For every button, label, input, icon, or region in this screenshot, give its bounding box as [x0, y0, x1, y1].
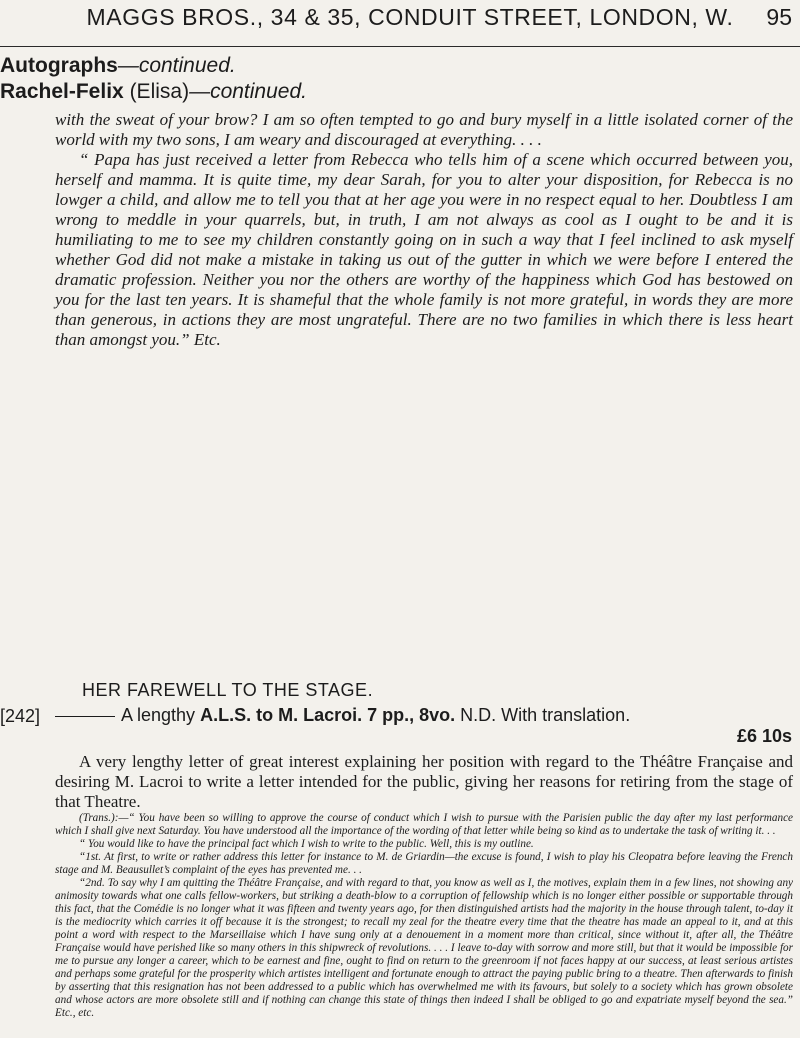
translation-paragraph: “ You would like to have the principal fact which I wish to write to the public. Well, this is my outline.: [79, 838, 534, 850]
lot-description-bold: A.L.S. to M. Lacroi. 7 pp., 8vo.: [200, 705, 456, 725]
translation-text: [55, 812, 793, 1020]
lot-price: £6 10s: [736, 726, 792, 746]
prior-letter-text: [55, 110, 793, 350]
lot-description-rest: N.D. With translation.: [460, 705, 631, 725]
translation-paragraph: (Trans.):—“ You have been so willing to approve the course of conduct which I wish to pursue with the Parisien public the day after my last performance which I shall give next Saturday. You have understood all the importance of the wording of that letter while being so kind as to undertake the task of writing it. . .: [55, 812, 793, 837]
section-title: Autographs: [0, 54, 118, 77]
prior-letter-paragraph: with the sweat of your brow? I am so often tempted to go and bury myself in a little isolated corner of the world with my two sons, I am weary and discouraged at everything. . . .: [55, 110, 793, 149]
publisher-header: MAGGS BROS., 34 & 35, CONDUIT STREET, LONDON, W.: [86, 4, 734, 30]
section-continued: —continued.: [117, 54, 236, 77]
prior-letter-paragraph: “ Papa has just received a letter from Rebecca who tells him of a scene which occurred between you, herself and mamma. It is quite time, my dear Sarah, for you to alter your disposition, for Rebecca is no lowger a child, and allow me to tell you that at her age you were in no respect equal to her. Doubtless I am wrong to meddle in your quarrels, but, in truth, I am not always as cool as I ought to be and it is humiliating to me to see my children constantly going on in such a way that I feel inclined to ask myself whether God did not make a mistake in taking us out of the gutter in which we were before I entered the dramatic profession. Neither you nor the others are worthy of the happiness which God has bestowed on you for the last ten years. It is shameful that the whole family is not more grateful, in words they are more than generous, in actions they are most ungrateful. There are no two families in which there is less heart than amongst you.” Etc.: [55, 150, 793, 349]
page-header: [0, 0, 800, 47]
lot-description-prefix: A lengthy: [121, 705, 196, 725]
translation-paragraph: “2nd. To say why I am quitting the Théâtre Française, and with regard to that, you know as well as I, the motives, explain them in a few lines, not showing any animosity towards what one calls fellow-workers, but striking a death-blow to a corruption of fellowship which is no longer either possible or supportable through this fact, that the Comédie is no longer what it was fifteen and twenty years ago, for then distinguished artists had the majority in the house through talent, to-day it is the mediocrity which carries it off because it is the strongest; to recall my zeal for the theatre every time that the theatre has made an appeal to it, and at this point a word with respect to the Marseillaise which I have sung only at a denouement in a moment more than critical, since without it, after all, the Théâtre Française would have perished like so many others in this shipwreck of revolutions. . . . I leave to-day with sorrow and more still, but that it would be impossible for me to pursue any longer a career, which to be earnest and fine, ought to find on return to the greenroom if not faces happy at our success, at least serious artistes and perhaps some grateful for the prosperity which artistes intelligent and fortunate enough to attract the paying public bring to a theatre. Then afterwards to finish by asserting that this resignation has not been addressed to a public which has overwhelmed me with its favours, but solely to a society which has grown obsolete and whose actors are more obsolete still and if nothing can change this state of things then indeed I shall be obliged to go and expatriate myself beyond the sea.” Etc., etc.: [55, 877, 793, 1019]
lot-number: [242]: [0, 706, 41, 726]
page-number: 95: [766, 4, 792, 30]
author-paren: (Elisa): [129, 80, 190, 103]
section-heading: [0, 54, 236, 78]
author-name: Rachel-Felix: [0, 80, 124, 103]
lot-title: HER FAREWELL TO THE STAGE.: [82, 680, 374, 700]
author-heading: [0, 80, 307, 104]
author-continued: —continued.: [189, 80, 307, 103]
lot-intro: [55, 752, 793, 812]
lot-description: [55, 704, 793, 726]
translation-paragraph: “1st. At first, to write or rather address this letter for instance to M. de Griardin—the excuse is found, I wish to play his Cleopatra before leaving the French stage and M. Beausullet’s complaint of the eyes has prevented me. . .: [55, 851, 793, 876]
em-dash-rule: [55, 716, 115, 717]
lot-intro-paragraph: A very lengthy letter of great interest explaining her position with regard to the Théâtre Française and desiring M. Lacroi to write a letter intended for the public, giving her reasons for retiring from the stage of that Theatre.: [55, 752, 793, 811]
